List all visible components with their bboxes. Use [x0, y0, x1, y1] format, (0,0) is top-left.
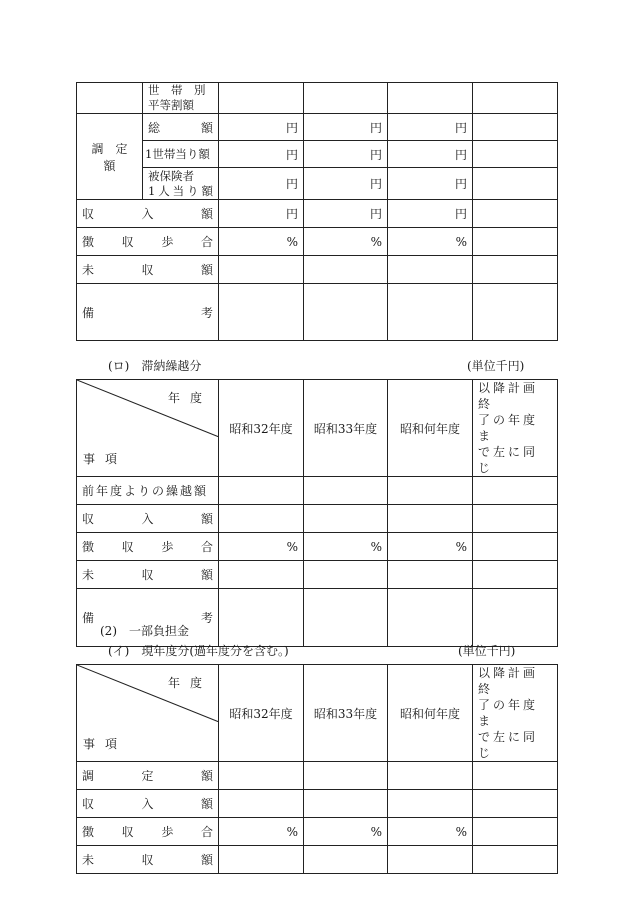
- row-label-mishu: 未 収 額: [77, 561, 219, 589]
- row-label-hihokensha: 被保険者 1 人 当 り 額: [143, 168, 219, 200]
- table-row: [77, 83, 558, 114]
- row-label-choshu: 徴 収 歩 合: [77, 228, 219, 256]
- row-label-sougaku: 総 額: [143, 114, 219, 141]
- table-row: [77, 561, 558, 589]
- row-label-mishu: 未 収 額: [77, 846, 219, 874]
- table-row: [77, 256, 558, 284]
- table-row: 徴 収 歩 合 % % %: [77, 228, 558, 256]
- header-diagonal-cell: 年度 事項: [77, 665, 219, 762]
- row-label-setai-heitou: 世 帯 別 平等割額: [143, 83, 219, 114]
- header-later-years: 以降計画終 了の年度ま で左に同じ: [473, 665, 558, 762]
- section-title-ichibu-futan: (2) 一部負担金: [100, 624, 189, 638]
- table-row: [77, 762, 558, 790]
- table-row: [77, 505, 558, 533]
- row-label-shunyu: 収 入 額: [77, 200, 219, 228]
- table-partial-copayment: [76, 664, 558, 874]
- table-row: 1世帯当り額 円 円 円: [77, 141, 558, 168]
- header-year-nan: 昭和何年度: [388, 665, 473, 762]
- row-label-zennendo: 前年度よりの繰越額: [77, 477, 219, 505]
- header-year-nan: 昭和何年度: [388, 380, 473, 477]
- table-header-row: [77, 380, 558, 477]
- table-row: [77, 284, 558, 341]
- table-current-year-assessment: [76, 82, 558, 341]
- unit-label: (単位千円): [467, 359, 525, 373]
- table-arrears-carryover: [76, 379, 558, 647]
- row-label-choshu: 徴 収 歩 合: [77, 818, 219, 846]
- header-year-32: 昭和32年度: [219, 665, 304, 762]
- row-label-biko: 備 考: [77, 284, 219, 341]
- table-row: 調 定 額 総 額 円 円 円: [77, 114, 558, 141]
- row-label-choshu: 徴 収 歩 合: [77, 533, 219, 561]
- unit-label: (単位千円): [458, 644, 516, 658]
- table-header-row: [77, 665, 558, 762]
- row-label-biko: 備 考: [77, 589, 219, 647]
- header-later-years: 以降計画終 了の年度ま で左に同じ: [473, 380, 558, 477]
- row-label-ichisetai: 1世帯当り額: [143, 141, 219, 168]
- row-label-shunyu: 収 入 額: [77, 505, 219, 533]
- header-diagonal-cell: 年度 事項: [77, 380, 219, 477]
- row-group-label-chotei: 調 定 額: [77, 114, 143, 200]
- table-row: 徴 収 歩 合 % % %: [77, 818, 558, 846]
- table-row: 収 入 額 円 円 円: [77, 200, 558, 228]
- row-label-mishu: 未 収 額: [77, 256, 219, 284]
- section-subtitle-gennendo: (イ) 現年度分(過年度分を含む。): [108, 644, 289, 658]
- row-label-chotei: 調 定 額: [77, 762, 219, 790]
- table-row: [77, 790, 558, 818]
- table-row: 徴 収 歩 合 % % %: [77, 533, 558, 561]
- header-year-32: 昭和32年度: [219, 380, 304, 477]
- header-year-33: 昭和33年度: [304, 665, 388, 762]
- table-row: [77, 846, 558, 874]
- table-row: 被保険者 1 人 当 り 額 円 円 円: [77, 168, 558, 200]
- section-title-tainou: (ロ) 滞納繰越分: [108, 359, 202, 373]
- table-row: [77, 477, 558, 505]
- header-year-33: 昭和33年度: [304, 380, 388, 477]
- row-label-shunyu: 収 入 額: [77, 790, 219, 818]
